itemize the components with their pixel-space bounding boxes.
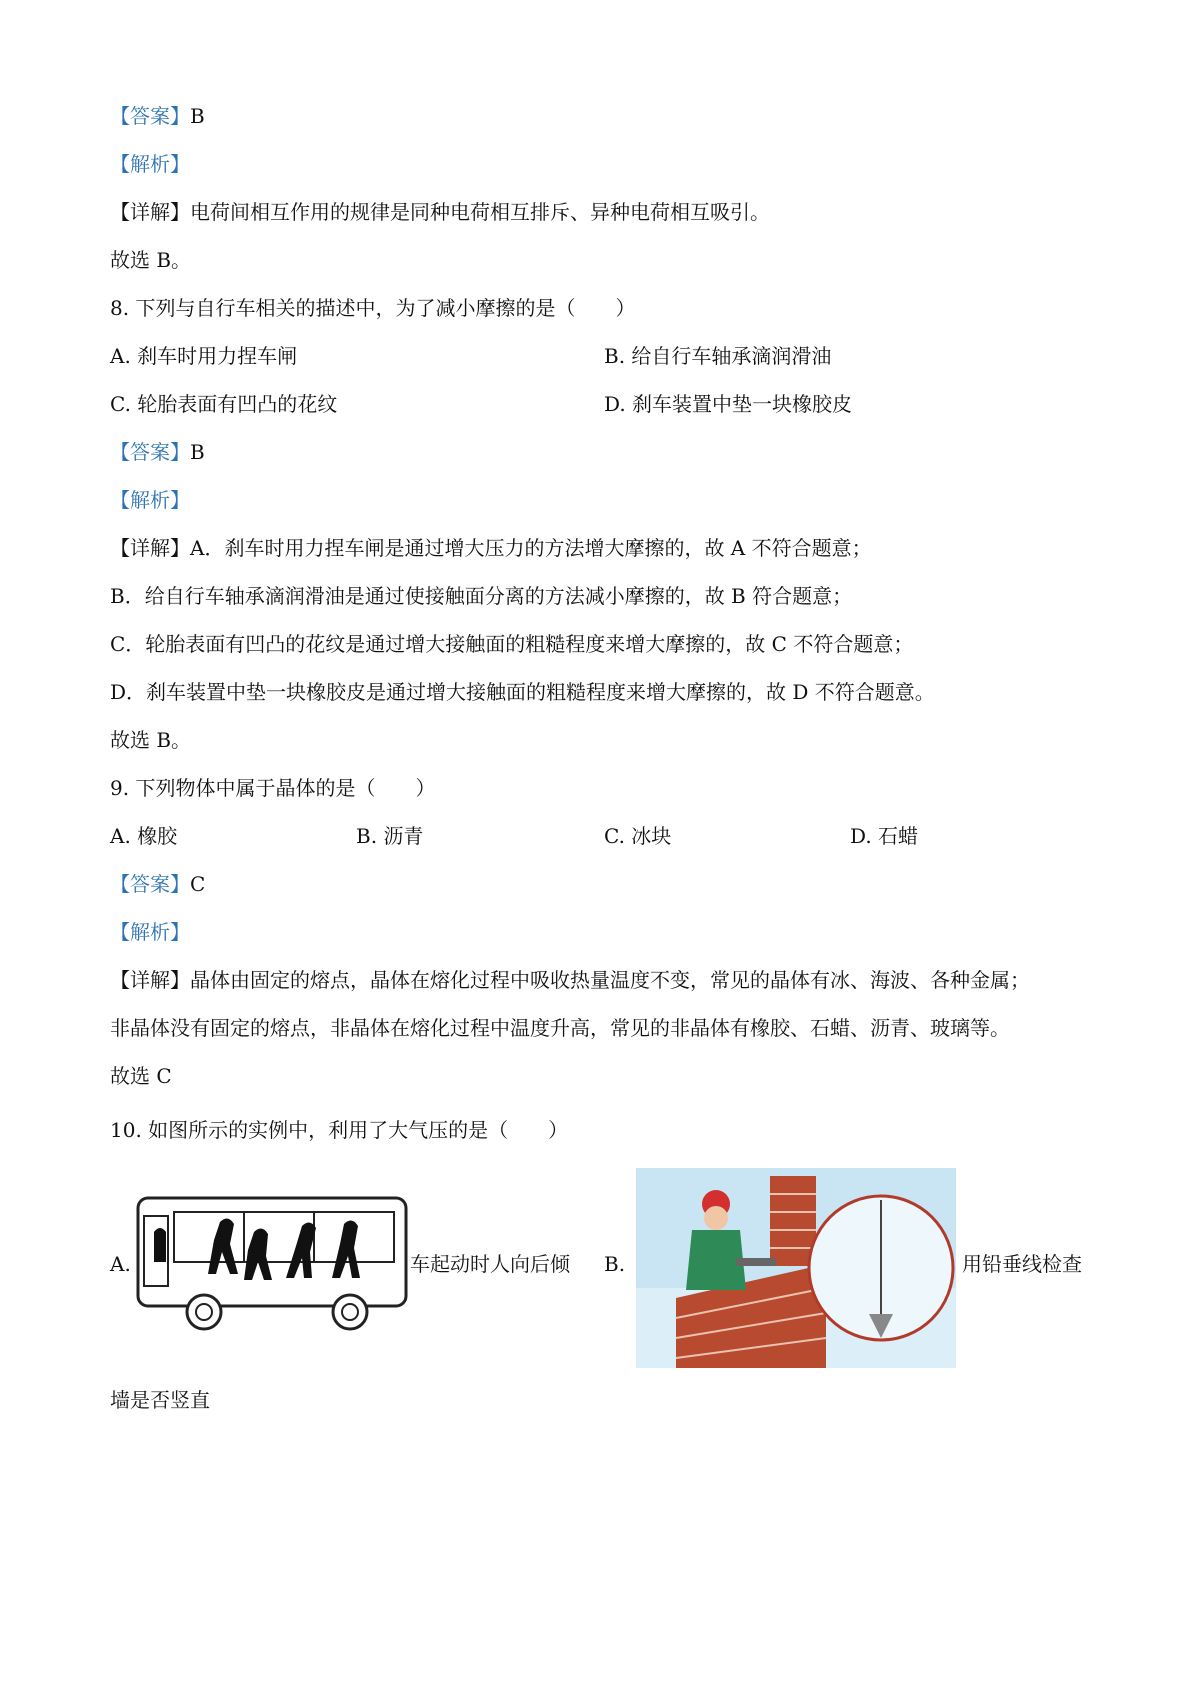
q9-option-d: D. 石蜡: [850, 824, 919, 848]
detail-tag: 【详解】: [110, 968, 190, 992]
q8-option-c: C. 轮胎表面有凹凸的花纹: [110, 392, 338, 416]
q8-detail-line: [110, 534, 872, 562]
q10-option-b-text-cont: 墙是否竖直: [110, 1388, 210, 1412]
q9-analysis: [110, 918, 190, 946]
analysis-tag: 【解析】: [110, 488, 190, 512]
q10-option-b-text: 用铅垂线检查: [962, 1252, 1082, 1276]
q9-option-b: B. 沥青: [356, 824, 424, 848]
answer-tag: 【答案】: [110, 104, 190, 128]
q9-option-a: A. 橡胶: [110, 824, 178, 848]
detail-text: 晶体由固定的熔点，晶体在熔化过程中吸收热量温度不变，常见的晶体有冰、海波、各种金属；: [190, 968, 1030, 992]
q8-option-a: A. 刹车时用力捏车闸: [110, 344, 298, 368]
q9-detail-line: 非晶体没有固定的熔点，非晶体在熔化过程中温度升高，常见的非晶体有橡胶、石蜡、沥青、玻璃等。: [110, 1016, 1010, 1040]
plumb-line-illustration: [636, 1168, 956, 1368]
answer-value: C: [190, 872, 206, 896]
q10-option-a-label: A.: [110, 1252, 131, 1276]
q8-detail-line: D．刹车装置中垫一块橡胶皮是通过增大接触面的粗糙程度来增大摩擦的，故 D 不符合题意。: [110, 680, 935, 704]
q9-stem: 9. 下列物体中属于晶体的是（ ）: [110, 776, 436, 800]
q8-conclusion: 故选 B。: [110, 728, 192, 752]
q9-answer: [110, 870, 205, 898]
bus-illustration: [134, 1192, 414, 1332]
q7-conclusion: 故选 B。: [110, 248, 192, 272]
q8-option-d: D. 刹车装置中垫一块橡胶皮: [604, 392, 853, 416]
detail-tag: 【详解】: [110, 200, 190, 224]
answer-tag: 【答案】: [110, 872, 190, 896]
q8-detail-line: B．给自行车轴承滴润滑油是通过使接触面分离的方法减小摩擦的，故 B 符合题意；: [110, 584, 853, 608]
answer-tag: 【答案】: [110, 440, 190, 464]
q9-conclusion: 故选 C: [110, 1064, 172, 1088]
answer-value: B: [190, 104, 205, 128]
q7-analysis: [110, 150, 190, 178]
detail-text: 电荷间相互作用的规律是同种电荷相互排斥、异种电荷相互吸引。: [190, 200, 770, 224]
detail-text: A．刹车时用力捏车闸是通过增大压力的方法增大摩擦的，故 A 不符合题意；: [190, 536, 872, 560]
q9-detail-line: [110, 966, 1030, 994]
q10-option-b-label: B.: [604, 1252, 626, 1276]
q10-stem: 10. 如图所示的实例中，利用了大气压的是（ ）: [110, 1118, 569, 1142]
q7-answer: [110, 102, 205, 130]
detail-tag: 【详解】: [110, 536, 190, 560]
answer-value: B: [190, 440, 205, 464]
q10-option-a-text: 车起动时人向后倾: [410, 1252, 570, 1276]
q8-stem: 8. 下列与自行车相关的描述中，为了减小摩擦的是（ ）: [110, 296, 636, 320]
q8-analysis: [110, 486, 190, 514]
q8-option-b: B. 给自行车轴承滴润滑油: [604, 344, 832, 368]
q9-option-c: C. 冰块: [604, 824, 672, 848]
q8-answer: [110, 438, 205, 466]
q7-detail: [110, 198, 770, 226]
q8-detail-line: C．轮胎表面有凹凸的花纹是通过增大接触面的粗糙程度来增大摩擦的，故 C 不符合题意；: [110, 632, 914, 656]
analysis-tag: 【解析】: [110, 920, 190, 944]
analysis-tag: 【解析】: [110, 152, 190, 176]
